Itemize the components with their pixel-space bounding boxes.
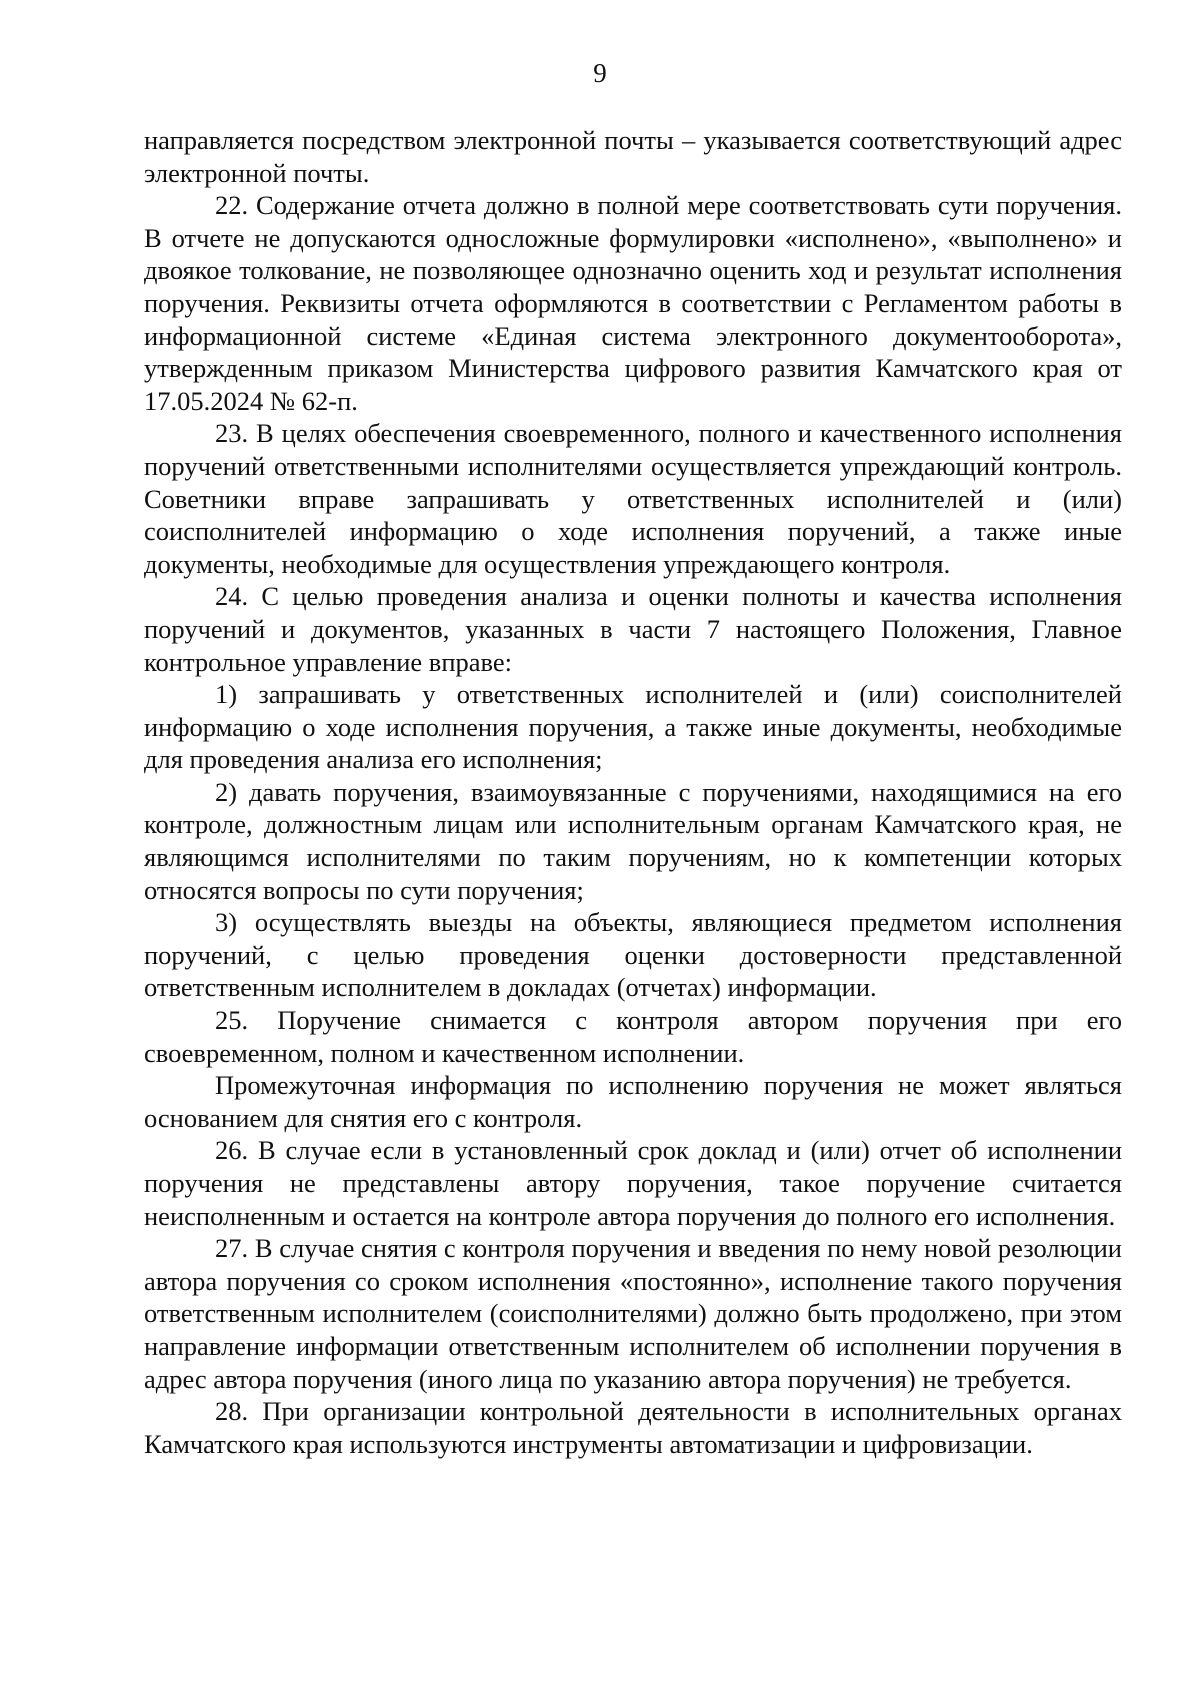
paragraph-intermediate-info: Промежуточная информация по исполнению поручения не может являться основанием для снятия его с контроля. [144, 1070, 1122, 1133]
paragraph-continuation: направляется посредством электронной почты – указывается соответствующий адрес электронной почты. [144, 125, 1122, 188]
paragraph-item-28: 28. При организации контрольной деятельности в исполнительных органах Камчатского края используются инструменты автоматизации и цифровизации. [144, 1396, 1122, 1459]
subitem-24-2: 2) давать поручения, взаимоувязанные с поручениями, находящимися на его контроле, должностным лицам или исполнительным органам Камчатского края, не являющимся исполнителями по таким поручениям, но к компетенции которых относятся вопросы по сути поручения; [144, 776, 1122, 905]
paragraph-item-22: 22. Содержание отчета должно в полной мере соответствовать сути поручения. В отчете не допускаются односложные формулировки «исполнено», «выполнено» и двоякое толкование, не позволяющее однозначно оценить ход и результат исполнения поручения. Реквизиты отчета оформляются в соответствии с Регламентом работы в информационной системе «Единая система электронного документооборота», утвержденным приказом Министерства цифрового развития Камчатского края от 17.05.2024 № 62-п. [144, 190, 1122, 416]
document-body [144, 124, 1122, 1460]
page-number: 9 [593, 58, 607, 88]
subitem-24-1: 1) запрашивать у ответственных исполнителей и (или) соисполнителей информацию о ходе исполнения поручения, а также иные документы, необходимые для проведения анализа его исполнения; [144, 679, 1122, 775]
paragraph-item-27: 27. В случае снятия с контроля поручения и введения по нему новой резолюции автора поручения со сроком исполнения «постоянно», исполнение такого поручения ответственным исполнителем (соисполнителями) должно быть продолжено, при этом направление информации ответственным исполнителем об исполнении поручения в адрес автора поручения (иного лица по указанию автора поручения) не требуется. [144, 1233, 1122, 1394]
subitem-24-3: 3) осуществлять выезды на объекты, являющиеся предметом исполнения поручений, с целью проведения оценки достоверности представленной ответственным исполнителем в докладах (отчетах) информации. [144, 907, 1122, 1003]
paragraph-item-23: 23. В целях обеспечения своевременного, полного и качественного исполнения поручений ответственными исполнителями осуществляется упреждающий контроль. Советники вправе запрашивать у ответственных исполнителей и (или) соисполнителей информацию о ходе исполнения поручений, а также иные документы, необходимые для осуществления упреждающего контроля. [144, 418, 1122, 579]
paragraph-item-24: 24. С целью проведения анализа и оценки полноты и качества исполнения поручений и документов, указанных в части 7 настоящего Положения, Главное контрольное управление вправе: [144, 581, 1122, 677]
paragraph-item-25: 25. Поручение снимается с контроля автором поручения при его своевременном, полном и качественном исполнении. [144, 1005, 1122, 1068]
paragraph-item-26: 26. В случае если в установленный срок доклад и (или) отчет об исполнении поручения не представлены автору поручения, такое поручение считается неисполненным и остается на контроле автора поручения до полного его исполнения. [144, 1135, 1122, 1231]
